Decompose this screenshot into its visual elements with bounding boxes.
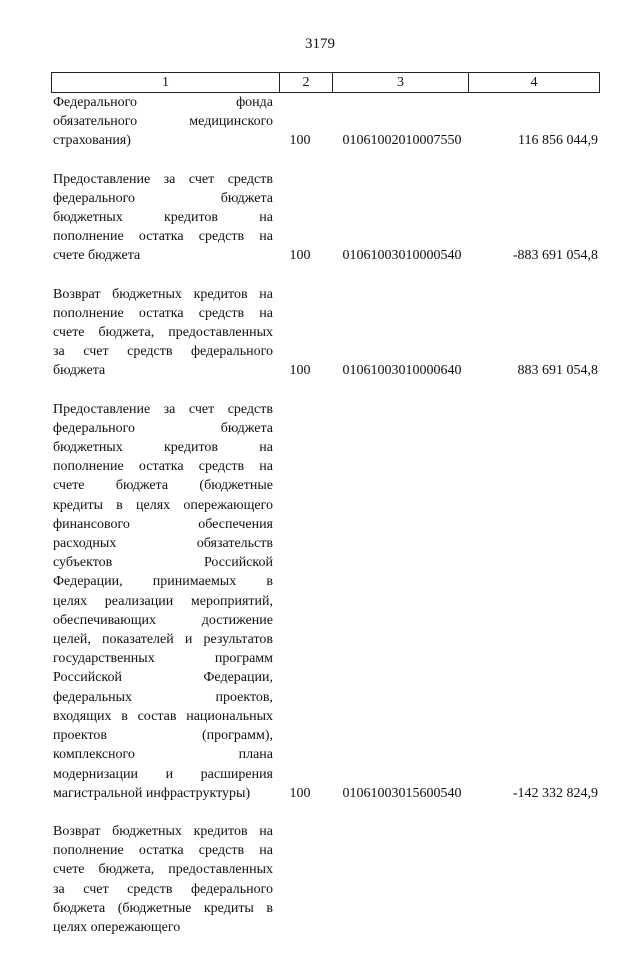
row-code: 01061003010000640 [342,363,462,379]
row-number: 100 [289,363,311,379]
table-row [51,400,598,803]
description-line: счете бюджета (бюджетные [53,478,273,494]
description-line: Возврат бюджетных кредитов на [53,823,273,839]
row-amount: -883 691 054,8 [512,248,598,264]
row-description [51,400,273,803]
header-col-4: 4 [530,75,538,90]
row-description [51,822,273,937]
row-amount: 116 856 044,9 [518,133,598,149]
row-code: 01061003010000540 [342,248,462,264]
description-line: Федерального фонда [53,95,273,110]
description-line: кредиты в целях опережающего [53,497,273,513]
description-line: федерального бюджета [53,190,273,206]
description-line: магистральной инфраструктуры) [53,785,251,801]
row-description [51,285,273,381]
description-line: финансового обеспечения [53,516,273,532]
description-line: счете бюджета, предоставленных [53,862,273,878]
description-line: расходных обязательств [53,536,273,552]
description-line: бюджетных кредитов на [53,210,273,226]
description-line: обеспечивающих достижение [53,612,273,628]
description-line: пополнение остатка средств на [53,459,273,475]
description-line: счете бюджета, предоставленных [53,325,273,341]
description-line: целей, показателей и результатов [53,632,273,648]
description-line: входящих в состав национальных [53,708,273,724]
description-line: федеральных проектов, [53,689,273,705]
table-row [51,822,598,937]
description-line: за счет средств федерального [53,881,273,897]
description-line: Российской Федерации, [53,670,273,686]
description-line: Предоставление за счет средств [53,401,273,417]
row-code: 01061002010007550 [342,133,462,149]
table-row [51,285,598,381]
description-line: обязательного медицинского [53,114,273,130]
description-line: бюджета [53,363,106,379]
description-line: бюджета (бюджетные кредиты в [53,900,273,916]
description-line: Возврат бюджетных кредитов на [53,286,273,302]
description-line: Федерации, принимаемых в [53,574,273,590]
row-amount: -142 332 824,9 [512,785,598,801]
page-number: 3179 [305,36,335,52]
description-line: Предоставление за счет средств [53,171,273,187]
description-line: федерального бюджета [53,420,273,436]
description-line: счете бюджета [53,248,141,264]
row-code: 01061003015600540 [342,785,462,801]
row-number: 100 [289,133,311,149]
description-line: пополнение остатка средств на [53,843,273,859]
table-row [51,170,598,266]
description-line: целях реализации мероприятий, [53,593,273,609]
description-line: пополнение остатка средств на [53,229,273,245]
description-line: бюджетных кредитов на [53,440,273,456]
row-description [51,93,273,151]
row-amount: 883 691 054,8 [517,363,598,379]
row-number: 100 [289,248,311,264]
description-line: комплексного плана [53,747,273,763]
header-col-3: 3 [333,73,469,92]
description-line: модернизации и расширения [53,766,273,782]
description-line: государственных программ [53,651,273,667]
table-header [51,72,600,93]
row-description [51,170,273,266]
description-line: пополнение остатка средств на [53,305,273,321]
table-row [51,93,598,151]
header-col-2: 2 [280,73,333,92]
description-line: страхования) [53,133,131,149]
description-line: проектов (программ), [53,728,273,744]
row-number: 100 [289,785,311,801]
header-col-1: 1 [52,73,280,92]
description-line: за счет средств федерального [53,344,273,360]
description-line: субъектов Российской [53,555,273,571]
table-body [51,93,598,956]
description-line: целях опережающего [53,919,181,935]
